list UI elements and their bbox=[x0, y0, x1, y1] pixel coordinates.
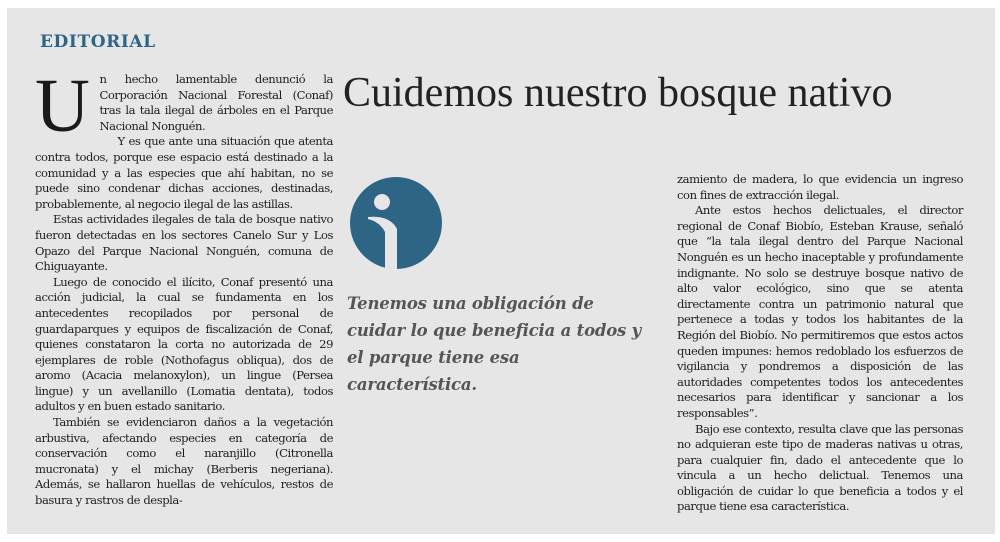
right-paragraph-3: Bajo ese contexto, resulta clave que las personas no adquieran este tipo de maderas nativas u otras, para cualquier fin, dado el antecedente que lo vincula a un hecho delictual. Tenemos una obligación de cuidar lo que beneficia a todos y el parque tiene esa característica. bbox=[677, 421, 963, 514]
headline: Cuidemos nuestro bosque nativo bbox=[343, 70, 893, 116]
right-paragraph-2: Ante estos hechos delictuales, el director regional de Conaf Biobío, Esteban Krause, señaló que “la tala ilegal dentro del Parque Nacional Nonguén es un hecho inaceptable y profundamente indignante. No solo se destruye bosque nativo de alto valor ecológico, sino que se atenta directamente contra un patrimonio natural que pertenece a todas y todos los habitantes de la Región del Biobío. No permitiremos que estos actos queden impunes: hemos redoblado los esfuerzos de vigilancia y pondremos a disposición de las autoridades competentes todos los antecedentes necesarios para identificar y sancionar a los responsables”. bbox=[677, 203, 963, 420]
info-icon bbox=[350, 177, 442, 269]
section-label: EDITORIAL bbox=[40, 32, 156, 52]
left-paragraph-1-text: n hecho lamentable denunció la Corporación Nacional Forestal (Conaf) tras la tala ilegal de árboles en el Parque Nacional Nonguén. bbox=[99, 72, 333, 133]
left-paragraph-4: Luego de conocido el ilícito, Conaf presentó una acción judicial, la cual se fundamenta en los antecedentes recopilados por personal de guardaparques y equipos de fiscalización de Conaf, quienes constataron la corta no autorizada de 29 ejemplares de roble (Nothofagus obliqua), dos de aromo (Acacia melanoxylon), un lingue (Persea lingue) y un avellanillo (Lomatia dentata), todos adultos y en buen estado sanitario. bbox=[35, 274, 333, 414]
right-column bbox=[677, 172, 963, 515]
left-paragraph-3: Estas actividades ilegales de tala de bosque nativo fueron detectadas en los sectores Canelo Sur y Los Opazo del Parque Nacional Nonguén, comuna de Chiguayante. bbox=[35, 212, 333, 274]
info-icon-dot bbox=[374, 194, 390, 210]
left-paragraph-2: Y es que ante una situación que atenta contra todos, porque ese espacio está destinado a la comunidad y a las especies que ahí habitan, no se puede sino condenar dichas acciones, destinadas, probablemente, al negocio ilegal de las astillas. bbox=[35, 134, 333, 211]
left-paragraph-5: También se evidenciaron daños a la vegetación arbustiva, afectando especies en categoría de conservación como el naranjillo (Citronella mucronata) y el michay (Berberis negeriana). Además, se hallaron huellas de vehículos, restos de basura y rastros de despla- bbox=[35, 415, 333, 508]
left-column bbox=[35, 64, 333, 509]
left-paragraph-1 bbox=[35, 64, 333, 148]
pull-quote: Tenemos una obligación de cuidar lo que beneficia a todos y el parque tiene esa característica. bbox=[347, 294, 642, 394]
right-paragraph-1: zamiento de madera, lo que evidencia un ingreso con fines de extracción ilegal. bbox=[677, 172, 963, 202]
drop-cap: U bbox=[35, 64, 90, 148]
info-icon-graphic bbox=[350, 177, 442, 269]
editorial-page bbox=[7, 8, 995, 534]
